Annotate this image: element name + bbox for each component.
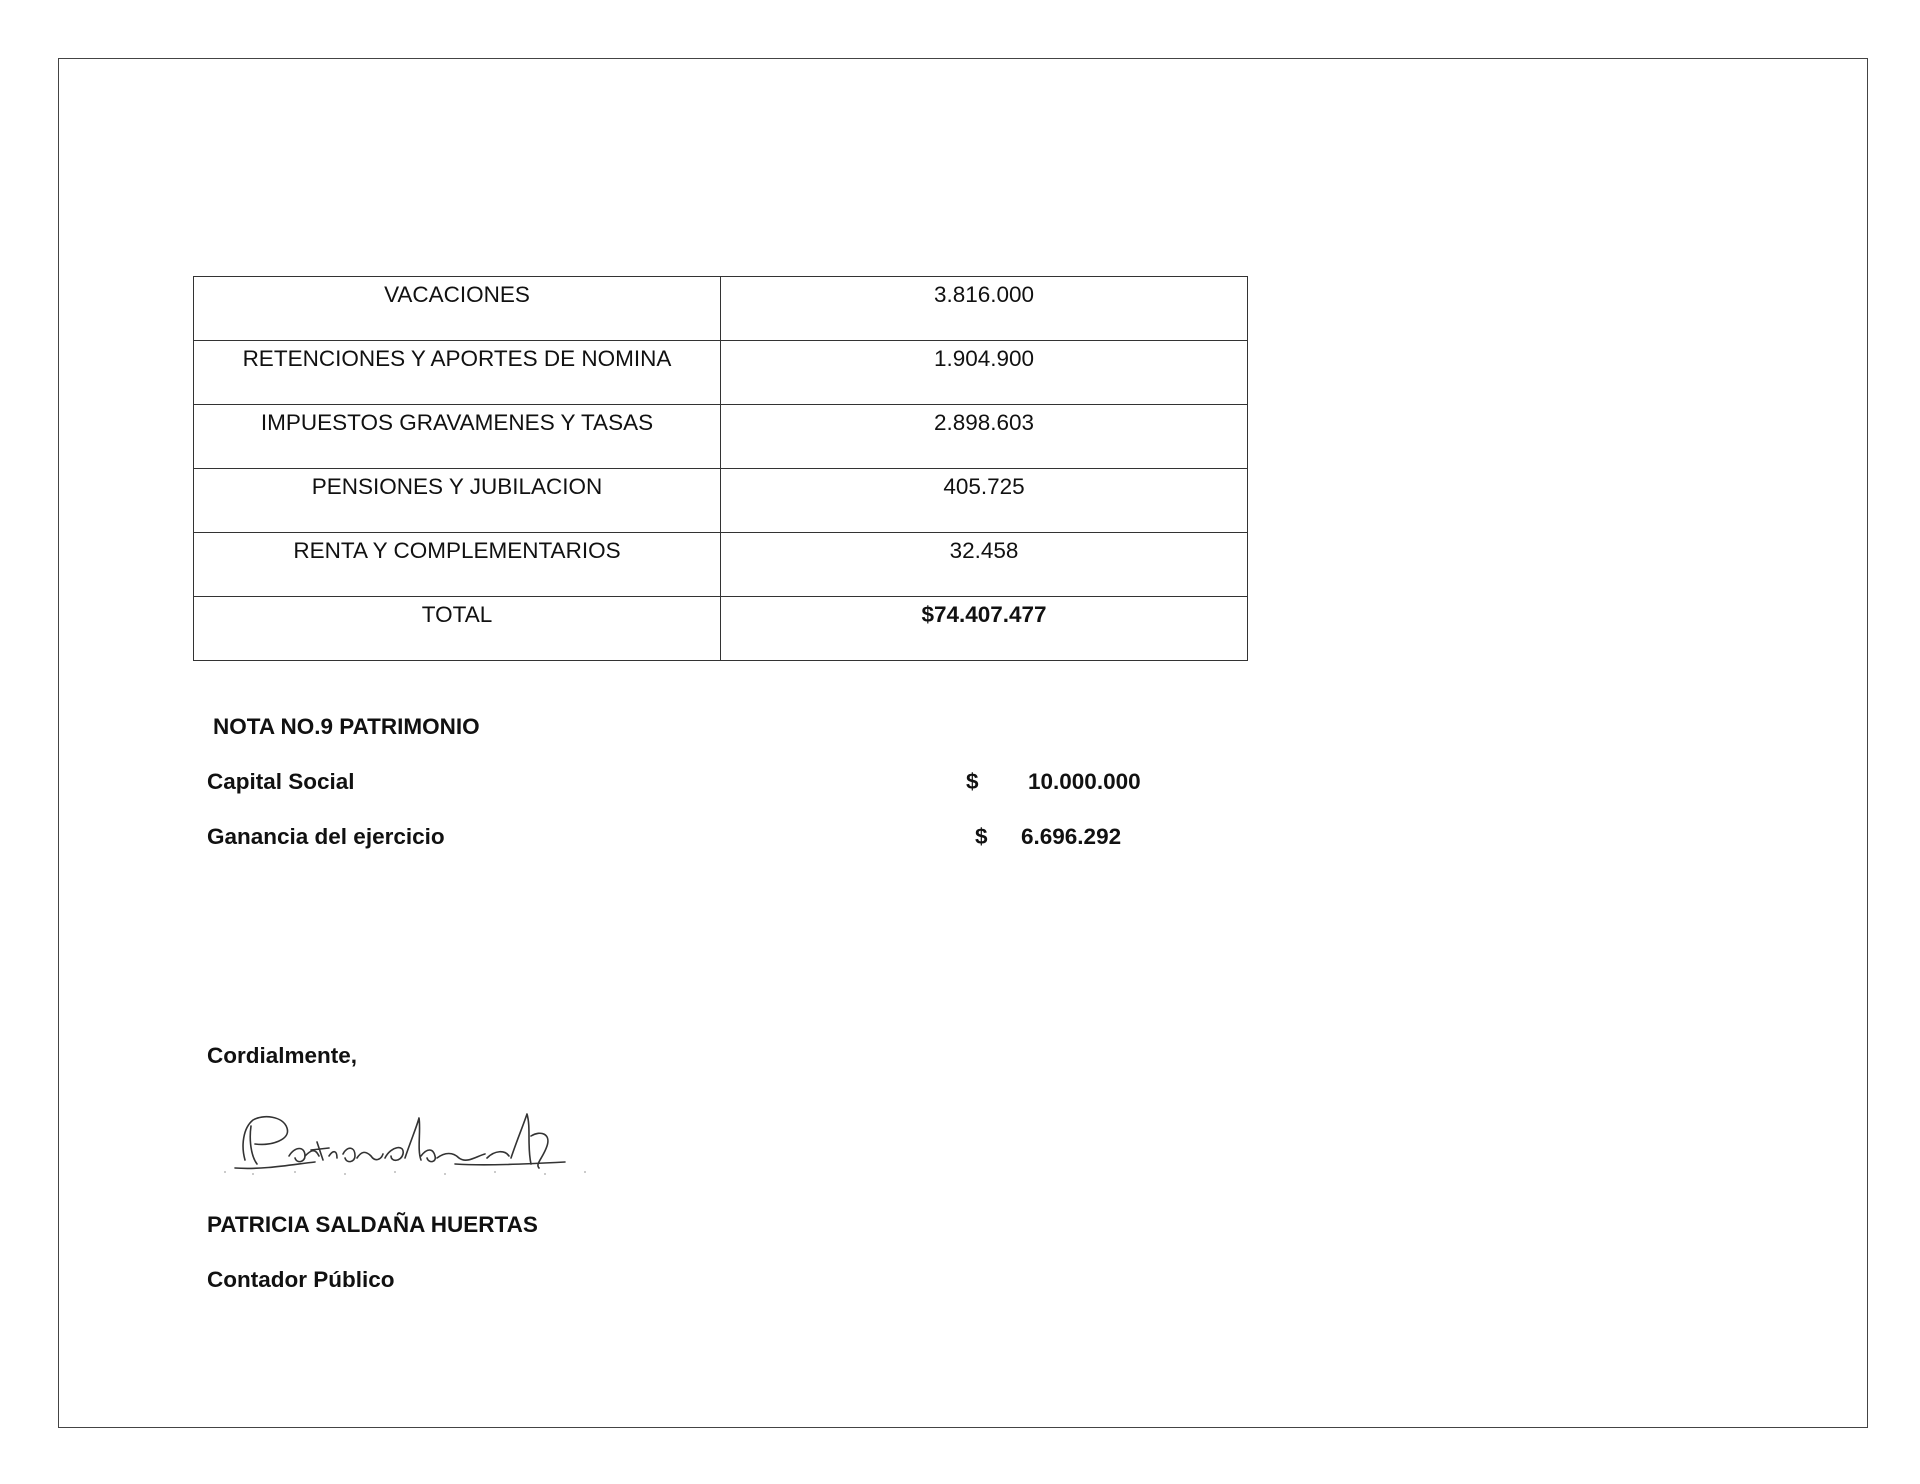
- capital-social-label: Capital Social: [207, 769, 355, 794]
- row-concept-label: PENSIONES Y JUBILACION: [311, 474, 603, 499]
- row-concept-label: IMPUESTOS GRAVAMENES Y TASAS: [260, 410, 654, 435]
- capital-social-amount: 10.000.000: [1028, 769, 1141, 794]
- total-label-cell: [194, 597, 721, 661]
- row-concept-label: RENTA Y COMPLEMENTARIOS: [293, 538, 621, 563]
- table-cell-amount: [721, 405, 1248, 469]
- signer-name: PATRICIA SALDAÑA HUERTAS: [207, 1212, 538, 1237]
- row-concept-label: RETENCIONES Y APORTES DE NOMINA: [242, 346, 672, 371]
- table-total-row: [194, 597, 1248, 661]
- row-amount-value: 3.816.000: [933, 282, 1035, 307]
- total-label: TOTAL: [421, 602, 493, 627]
- table-cell-amount: [721, 341, 1248, 405]
- capital-social-currency: $: [966, 769, 979, 794]
- table-cell-amount: [721, 277, 1248, 341]
- table-cell-amount: [721, 533, 1248, 597]
- closing-salutation: Cordialmente,: [207, 1043, 358, 1068]
- row-amount-value: 32.458: [949, 538, 1019, 563]
- total-amount-cell: [721, 597, 1248, 661]
- table-cell-concept: [194, 277, 721, 341]
- table-cell-concept: [194, 533, 721, 597]
- ganancia-amount: 6.696.292: [1021, 824, 1122, 849]
- table-row: [194, 405, 1248, 469]
- table-cell-concept: [194, 469, 721, 533]
- row-amount-value: 1.904.900: [933, 346, 1035, 371]
- signature-image: [205, 1106, 615, 1180]
- table-row: [194, 533, 1248, 597]
- ganancia-currency: $: [975, 824, 988, 849]
- table-row: [194, 277, 1248, 341]
- table-cell-amount: [721, 469, 1248, 533]
- nota-title: NOTA NO.9 PATRIMONIO: [213, 714, 480, 739]
- table-row: [194, 341, 1248, 405]
- row-amount-value: 2.898.603: [933, 410, 1035, 435]
- table-cell-concept: [194, 405, 721, 469]
- total-amount: $74.407.477: [921, 602, 1047, 627]
- row-amount-value: 405.725: [943, 474, 1025, 499]
- signer-role: Contador Público: [207, 1267, 395, 1292]
- table-row: [194, 469, 1248, 533]
- table-cell-concept: [194, 341, 721, 405]
- liabilities-table: [193, 276, 1248, 661]
- ganancia-label: Ganancia del ejercicio: [207, 824, 445, 849]
- row-concept-label: VACACIONES: [384, 282, 530, 307]
